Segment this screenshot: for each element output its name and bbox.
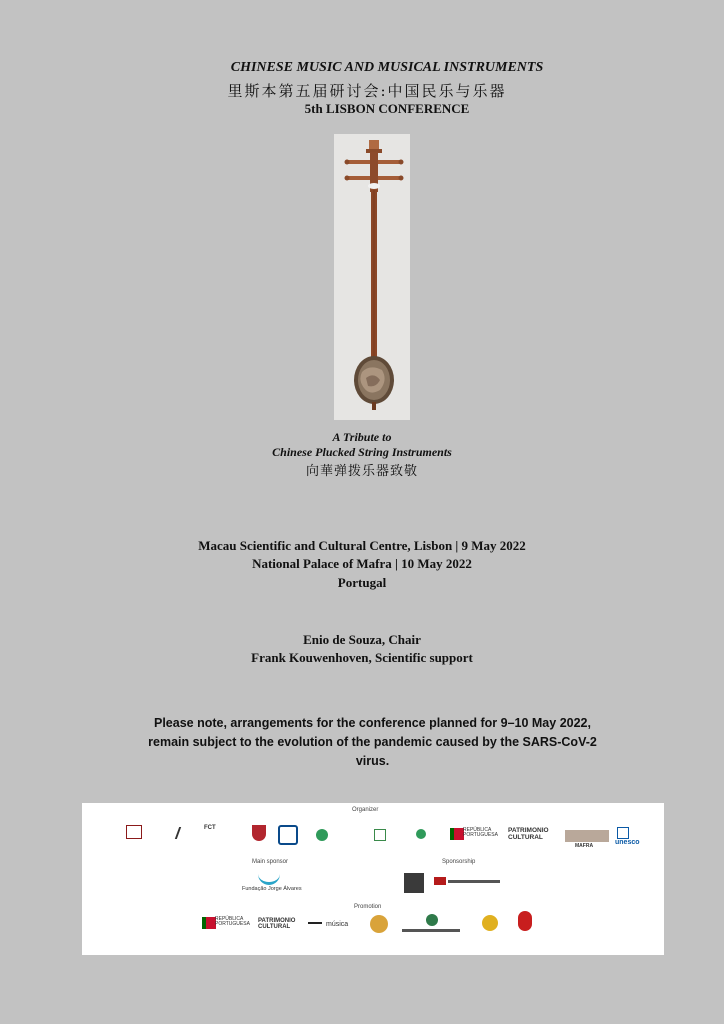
institute-logo bbox=[175, 827, 193, 839]
mafra-palace-logo bbox=[565, 830, 609, 842]
tribute-line-1: A Tribute to bbox=[332, 430, 392, 444]
coat-of-arms-logo bbox=[252, 825, 266, 841]
tribute-line-2: Chinese Plucked String Instruments bbox=[272, 445, 452, 459]
macau-wordmark bbox=[402, 929, 460, 932]
sponsorship-label: Sponsorship bbox=[442, 859, 476, 865]
venue-lisbon: Macau Scientific and Cultural Centre, Lisbon | 9 May 2022 bbox=[198, 538, 526, 553]
music-brand-icon bbox=[308, 922, 322, 930]
university-logo bbox=[278, 825, 298, 845]
small-square-logo bbox=[374, 829, 386, 841]
sanxian-instrument-photo bbox=[334, 134, 410, 420]
macau-emblem-logo bbox=[426, 914, 438, 926]
mafra-logo-text: MAFRA bbox=[575, 843, 594, 849]
star-emblem-logo bbox=[482, 915, 498, 931]
red-mark-logo bbox=[434, 877, 446, 885]
republica-portuguesa-logo: REPÚBLICA PORTUGUESA bbox=[463, 827, 498, 839]
wave-logo-icon bbox=[258, 870, 280, 885]
unesco-logo: unesco bbox=[615, 839, 640, 846]
conference-edition: 5th LISBON CONFERENCE bbox=[304, 101, 470, 116]
fct-logo: FCT bbox=[204, 825, 216, 831]
conference-title-chinese: 里斯本第五届研讨会:中国民乐与乐器 bbox=[227, 82, 507, 100]
organizer-label: Organizer bbox=[352, 807, 379, 813]
society-logo bbox=[416, 829, 426, 839]
main-sponsor-label: Main sponsor bbox=[252, 859, 289, 865]
macau-centre-logo bbox=[126, 825, 142, 839]
patrimonio-cultural-logo: PATRIMONIO CULTURAL bbox=[508, 827, 549, 841]
round-badge-logo bbox=[370, 915, 388, 933]
fundacao-jorge-alvares-logo: Fundação Jorge Álvares bbox=[242, 886, 302, 892]
green-circle-logo bbox=[316, 829, 328, 841]
lantern-logo bbox=[518, 911, 532, 931]
pandemic-notice: Please note, arrangements for the conference planned for 9–10 May 2022, remain subject to the evolution of the pandemic caused by the SARS-CoV-2 virus. bbox=[148, 716, 597, 768]
sponsor-wordmark bbox=[448, 880, 500, 883]
scientific-support-name: Frank Kouwenhoven, Scientific support bbox=[251, 650, 473, 665]
chair-name: Enio de Souza, Chair bbox=[303, 632, 421, 647]
promotion-label: Promotion bbox=[354, 904, 382, 910]
building-logo bbox=[404, 873, 424, 893]
tribute-line-chinese: 向華弹拨乐器致敬 bbox=[305, 464, 418, 479]
promo-republica-flag-icon bbox=[202, 917, 216, 929]
unesco-temple-icon bbox=[617, 827, 629, 839]
musica-logo: música bbox=[326, 921, 349, 928]
sponsor-logos-panel bbox=[82, 803, 664, 955]
promo-patrimonio-logo: PATRIMONIO CULTURAL bbox=[258, 918, 296, 931]
promo-republica-logo: REPÚBLICA PORTUGUESA bbox=[215, 916, 250, 928]
venue-country: Portugal bbox=[337, 575, 387, 590]
venue-mafra: National Palace of Mafra | 10 May 2022 bbox=[252, 556, 472, 571]
republica-flag-icon bbox=[450, 828, 464, 840]
conference-title: CHINESE MUSIC AND MUSICAL INSTRUMENTS bbox=[230, 60, 544, 75]
